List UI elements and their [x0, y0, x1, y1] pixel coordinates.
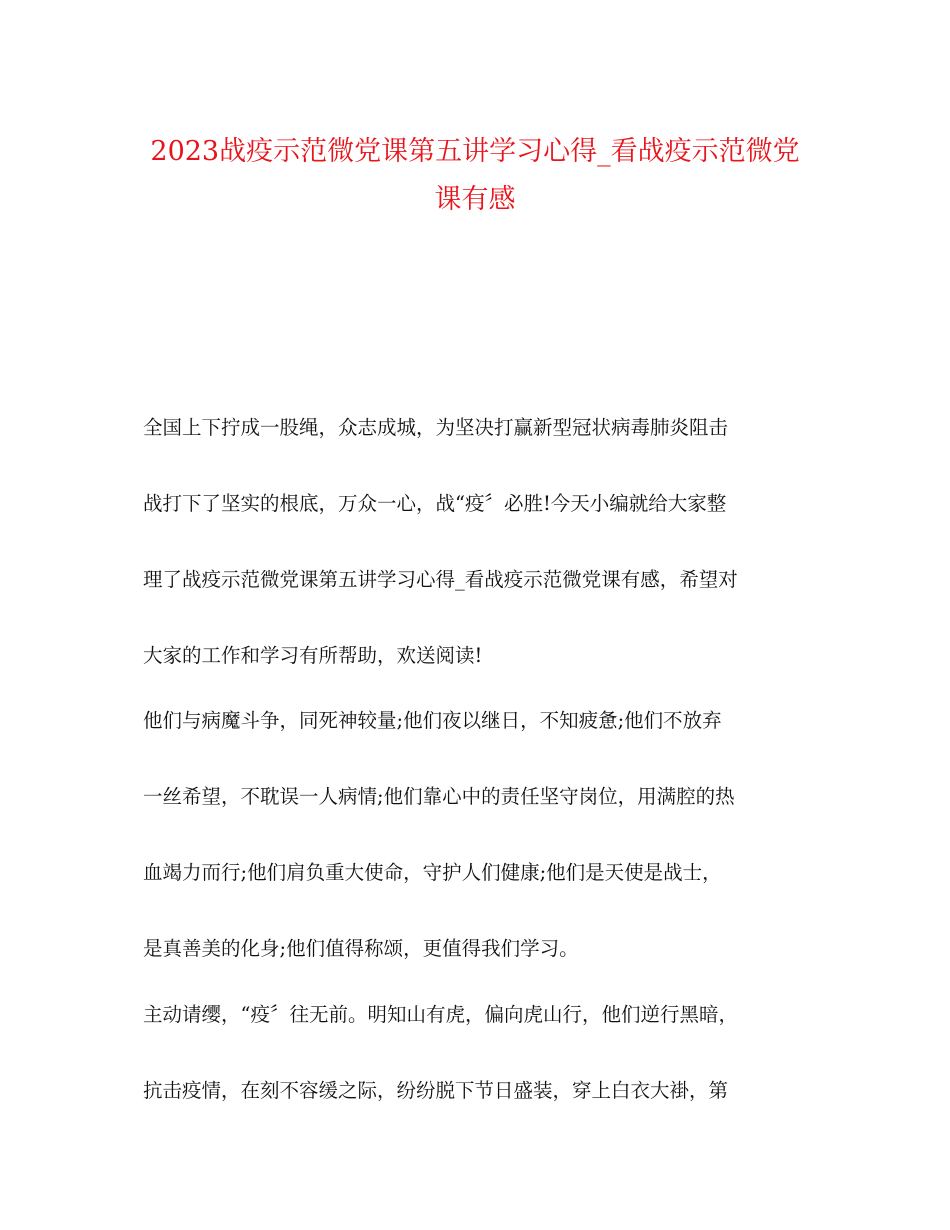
body-line: 抗击疫情，在刻不容缓之际，纷纷脱下节日盛装，穿上白衣大褂，第	[143, 1079, 729, 1102]
body-line: 全国上下拧成一股绳，众志成城，为坚决打赢新型冠状病毒肺炎阻击	[143, 416, 729, 439]
body-line: 他们与病魔斗争，同死神较量;他们夜以继日，不知疲惫;他们不放弃	[143, 709, 722, 732]
body-line: 大家的工作和学习有所帮助，欢送阅读!	[143, 644, 483, 667]
title-line-2: 课有感	[434, 184, 516, 215]
body-line: 主动请缨，“疫〞往无前。明知山有虎，偏向虎山行，他们逆行黑暗，	[143, 1003, 738, 1026]
body-line: 血竭力而行;他们肩负重大使命，守护人们健康;他们是天使是战士，	[143, 861, 722, 884]
body-line: 理了战疫示范微党课第五讲学习心得_看战疫示范微党课有感，希望对	[143, 568, 738, 591]
body-line: 战打下了坚实的根底，万众一心，战“疫〞必胜!今天小编就给大家整	[143, 492, 727, 515]
body-line: 一丝希望，不耽误一人病情;他们靠心中的责任坚守岗位，用满腔的热	[143, 785, 735, 808]
body-line: 是真善美的化身;他们值得称颂，更值得我们学习。	[143, 937, 579, 960]
document-title	[110, 128, 840, 224]
title-line-1: 2023战疫示范微党课第五讲学习心得_看战疫示范微党	[150, 136, 800, 167]
